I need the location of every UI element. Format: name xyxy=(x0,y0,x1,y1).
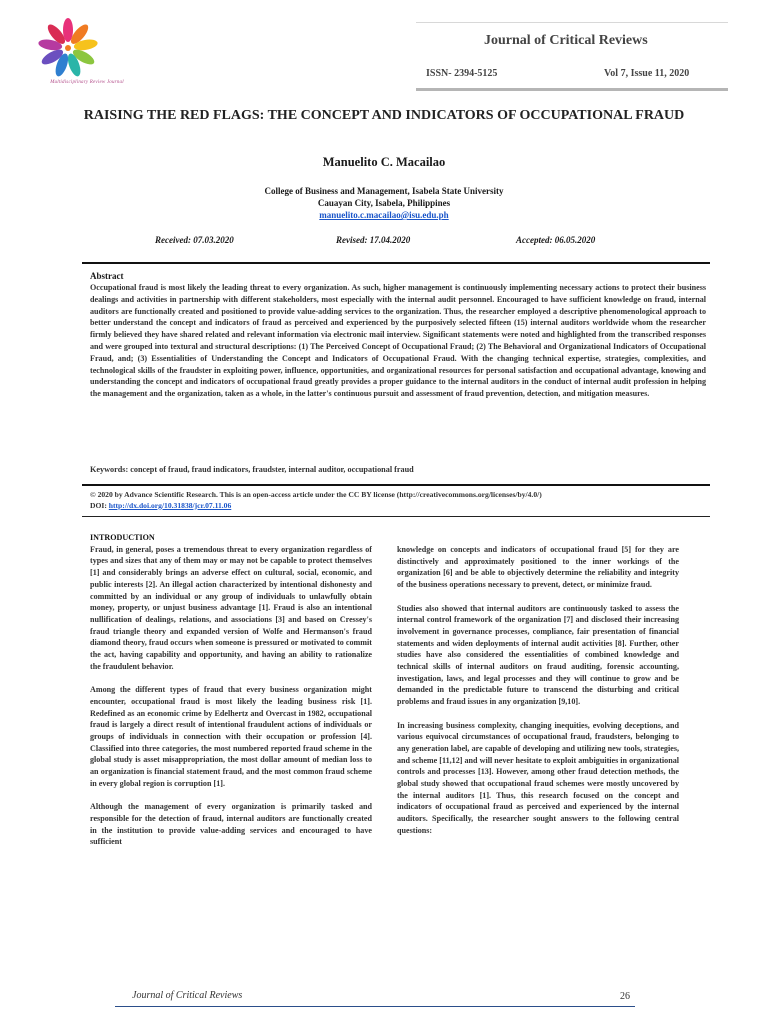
article-title: RAISING THE RED FLAGS: THE CONCEPT AND INDICATORS OF OCCUPATIONAL FRAUD xyxy=(83,108,685,123)
received-date: Received: 07.03.2020 xyxy=(155,235,234,245)
introduction-heading: INTRODUCTION xyxy=(90,533,155,542)
affiliation xyxy=(60,185,708,221)
header-rule-top xyxy=(416,22,728,23)
journal-title: Journal of Critical Reviews xyxy=(484,33,648,48)
copyright-notice: © 2020 by Advance Scientific Research. This is an open-access article under the CC BY license (http://creativecommons.org/licenses/by/4.0/) xyxy=(90,490,542,499)
abstract-top-rule xyxy=(82,262,710,264)
license-block xyxy=(90,490,706,511)
affiliation-line1: College of Business and Management, Isabela State University xyxy=(264,186,504,196)
left-column xyxy=(90,532,372,860)
abstract-bottom-rule xyxy=(82,484,710,486)
page-number: 26 xyxy=(620,991,630,1002)
keywords: Keywords: concept of fraud, fraud indicators, fraudster, internal auditor, occupational fraud xyxy=(90,465,414,474)
abstract-heading: Abstract xyxy=(90,271,124,281)
volume-issue: Vol 7, Issue 11, 2020 xyxy=(604,68,690,79)
author-name: Manuelito C. Macailao xyxy=(322,155,446,169)
flower-logo-icon xyxy=(30,14,140,84)
body-paragraph: Fraud, in general, poses a tremendous threat to every organization regardless of types and sizes that any of them may or may not be capable to protect themselves [1] and considerably brings an adverse effect on cultural, social, economic, and public interests [2]. An illegal action characterized by intentional dishonesty and committed by an individual or any group of individuals to unlawfully obtain money, property, or unjust business advantage [1]. Fraud is also an intentional nullification of dealings, relations, and associations [3] and based on Cressey's fraud triangle theory and expanded version of Wolfe and Hermanson's fraud diamond theory, fraud occurs when someone is pressured or motivated to commit the act, having capability and opportunity, and having an ability to rationalize the fraudulent behavior. xyxy=(90,544,372,671)
body-paragraph: In increasing business complexity, changing inequities, evolving deceptions, and various equivocal circumstances of occupational fraud, fraudsters, belonging to any generation label, are capable of developing and utilizing new tools, strategies, and scheme [11,12] and will never hesitate to exploit ambiguities in organizational controls and processes [13]. However, among other fraud detection methods, the global study showed that occupational fraud schemes were mostly uncovered by the internal auditors [1]. Thus, this research focused on the concept and indicators of occupational fraud as perceived and experienced by the internal auditors. Specifically, the researcher sought answers to the following central questions: xyxy=(397,720,679,835)
body-paragraph: Although the management of every organization is primarily tasked and responsible for the detection of fraud, internal auditors are functionally created in the institution to provide value-adding services and encouraged to have sufficient xyxy=(90,802,372,847)
author-email-link[interactable]: manuelito.c.macailao@isu.edu.ph xyxy=(319,210,449,220)
issn: ISSN- 2394-5125 xyxy=(426,68,498,79)
doi-label: DOI: xyxy=(90,500,107,510)
body-paragraph: Among the different types of fraud that every business organization might encounter, occupational fraud is most likely the leading business risk [1]. Redefined as an economic crime by Edelhertz and Overcast in 1982, occupational fraud is largely a direct result of intentional fraudulent actions of individuals or groups of individuals in connection with their occupation or profession [4]. Classified into three categories, the most numbered reported fraud scheme in the global study is asset misappropriation, the most dollar amount of median loss to an organization is financial statement fraud, and the most common fraud scheme in every global region is corruption [1]. xyxy=(90,685,372,788)
body-paragraph: knowledge on concepts and indicators of occupational fraud [5] for they are distinctively and approximately positioned to the inner workings of the organization [6] and be able to objectively determine the reliability and integrity of the business operations necessary to prevent, detect, or minimize fraud. xyxy=(397,545,679,590)
right-column xyxy=(397,544,679,848)
doi-link[interactable]: http://dx.doi.org/10.31838/jcr.07.11.06 xyxy=(108,500,232,510)
logo-tagline: Multidisciplinary Review Journal xyxy=(50,80,124,85)
header-rule-bottom xyxy=(416,88,728,91)
journal-logo xyxy=(30,14,140,84)
license-rule xyxy=(82,516,710,517)
footer-rule xyxy=(115,1006,635,1007)
footer-journal: Journal of Critical Reviews xyxy=(132,990,243,1001)
accepted-date: Accepted: 06.05.2020 xyxy=(516,235,596,245)
abstract-text: Occupational fraud is most likely the leading threat to every organization. As such, higher management is continuously implementing necessary actions to protect their business dealings and activities in partnership with different stakeholders, most especially with the internal audit personnel. Encouraged to have sufficient knowledge on fraud, internal auditors are functionally created and positioned to provide value-adding services to the organization. Thus, the researcher employed a descriptive phenomenological approach to better understand the concept and indicators of fraud as perceived and experienced by the purposively selected fifteen (15) internal auditors worldwide whom the researcher firmly believed they have shared related and relevant information via electronic mail interview. Significant statements were noted and highlighted from the transcribed responses and were grouped into textural and structural descriptions: (1) The Perceived Concept of Occupational Fraud; (2) The Behavioral and Organizational Indicators of Occupational Fraud, and; (3) Essentialities of Understanding the Concept and Indicators of Occupational Fraud. With the changing technical expertise, strategies, complexities, and technological skills of the fraudster in exploiting power, influence, opportunities, and organizational resources for personal satisfaction and occupational advantage, knowing and understanding the concept and indicators of occupational fraud greatly provides a proper guidance to the internal auditors in the conduct of internal audit profession in helping the management and the organization, taken as a whole, in the latter's continuous pursuit and assessment of fraud prevention, detection, and mitigation measures. xyxy=(90,283,706,399)
revised-date: Revised: 17.04.2020 xyxy=(336,235,411,245)
body-paragraph: Studies also showed that internal auditors are continuously tasked to assess the internal control framework of the organization [7] and disclosed their increasing involvement in governance processes, compliance, fair presentation of financial statements and widen deployments of internal audit activities [8]. Further, other studies have also considered the essentialities of combined knowledge and technical skills of internal auditors on fraud auditing, forensic accounting, investigation, laws, and legal processes and they will continue to grow and be demanded in the predictable future to transcend the disturbing and critical problems and fraud issues in any organization [9,10]. xyxy=(397,603,679,707)
affiliation-line2: Cauayan City, Isabela, Philippines xyxy=(317,198,451,208)
